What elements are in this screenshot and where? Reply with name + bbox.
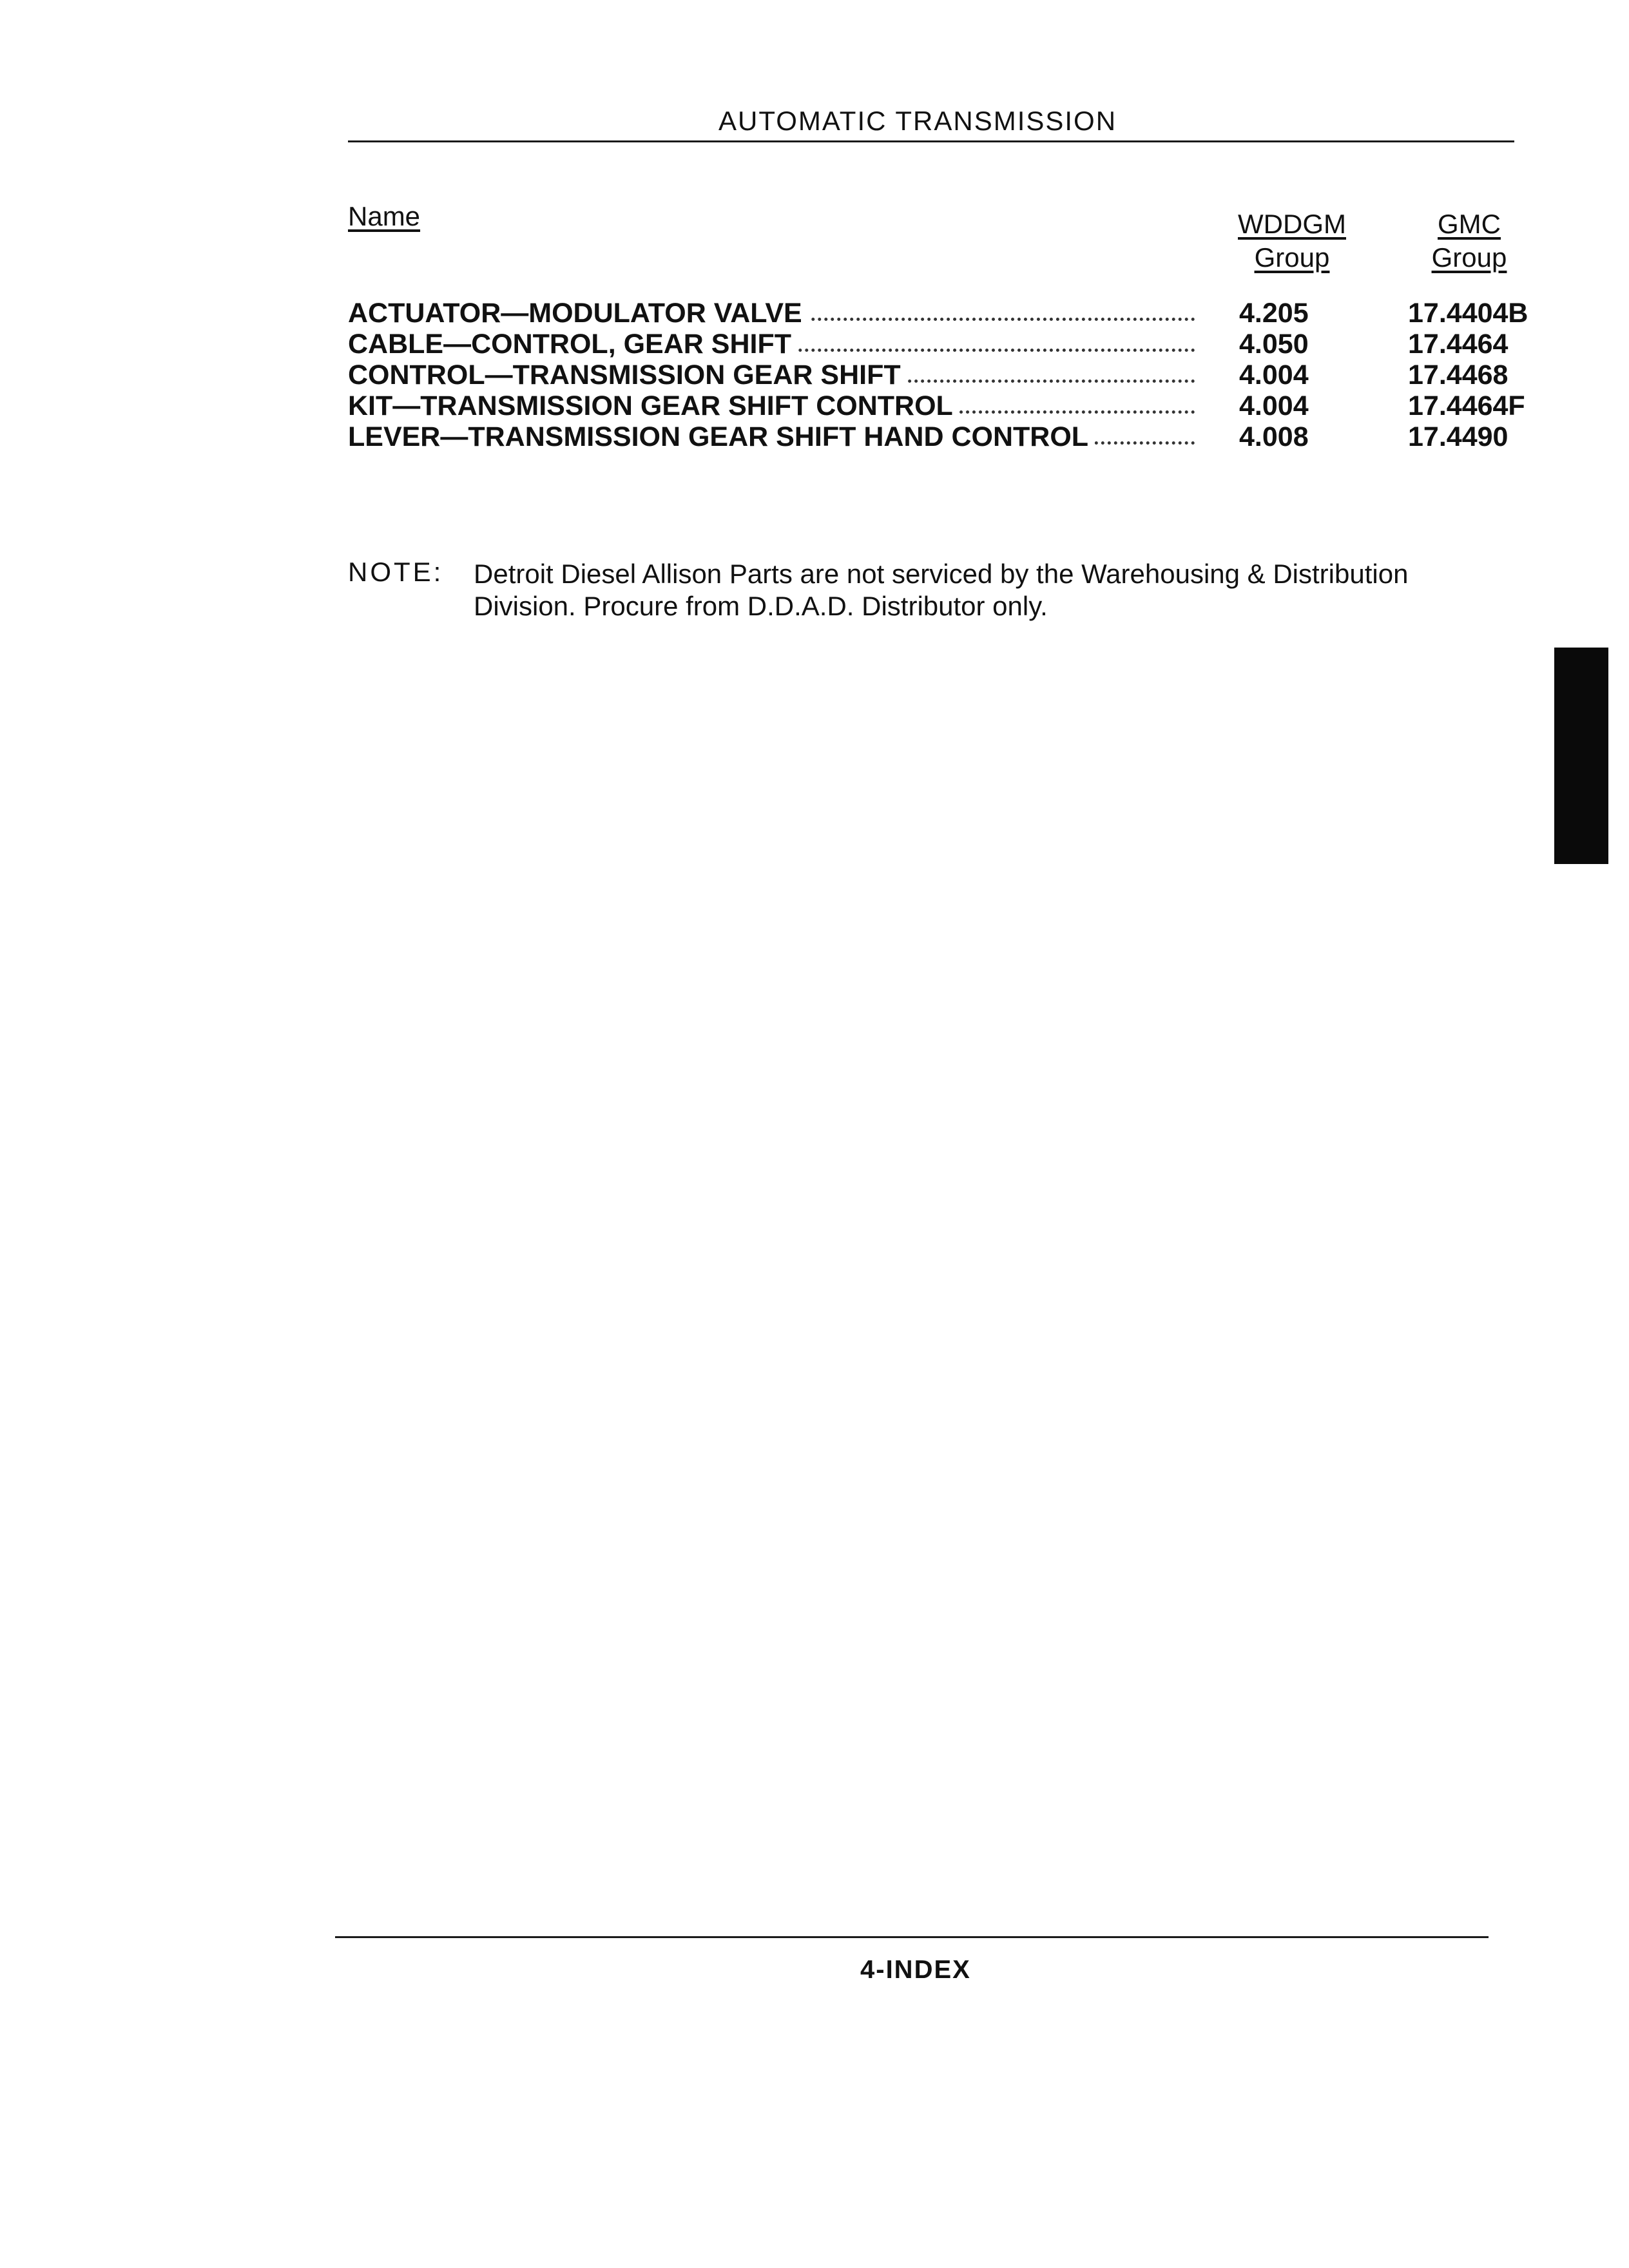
footer-rule bbox=[335, 1936, 1489, 1938]
table-row bbox=[348, 421, 1547, 452]
gmc-group-value: 17.4468 bbox=[1408, 360, 1509, 390]
part-name-cell bbox=[348, 390, 1195, 421]
column-header-wddgm-line1: WDDGM bbox=[1238, 209, 1346, 239]
note-text bbox=[474, 558, 1479, 622]
gmc-group-value: 17.4464 bbox=[1408, 329, 1509, 360]
part-name: KIT—TRANSMISSION GEAR SHIFT CONTROL bbox=[348, 390, 959, 421]
column-header-wddgm-group bbox=[1218, 207, 1366, 274]
wddgm-group-value: 4.004 bbox=[1239, 360, 1309, 390]
wddgm-group-value: 4.004 bbox=[1239, 390, 1309, 421]
column-header-name: Name bbox=[348, 201, 421, 231]
part-name-cell bbox=[348, 329, 1195, 360]
part-name: LEVER—TRANSMISSION GEAR SHIFT HAND CONTROL bbox=[348, 421, 1095, 452]
gmc-group-value: 17.4404B bbox=[1408, 298, 1528, 329]
table-row bbox=[348, 360, 1547, 390]
note-line-1: Detroit Diesel Allison Parts are not serviced by the Warehousing & Distribution bbox=[474, 559, 1409, 589]
wddgm-group-value: 4.050 bbox=[1239, 329, 1309, 360]
wddgm-group-value: 4.008 bbox=[1239, 421, 1309, 452]
page-number: 4-INDEX bbox=[860, 1956, 971, 1984]
table-row bbox=[348, 298, 1547, 329]
part-name: ACTUATOR—MODULATOR VALVE bbox=[348, 298, 809, 329]
note-line-2: Division. Procure from D.D.A.D. Distributor only. bbox=[474, 591, 1048, 621]
part-name: CABLE—CONTROL, GEAR SHIFT bbox=[348, 329, 798, 360]
column-header-gmc-line2: Group bbox=[1431, 242, 1507, 273]
page-title: AUTOMATIC TRANSMISSION bbox=[718, 106, 1117, 136]
section-thumb-tab bbox=[1554, 648, 1608, 864]
wddgm-group-value: 4.205 bbox=[1239, 298, 1309, 329]
gmc-group-value: 17.4464F bbox=[1408, 390, 1525, 421]
column-header-gmc-group bbox=[1405, 207, 1534, 274]
table-row bbox=[348, 329, 1547, 360]
gmc-group-value: 17.4490 bbox=[1408, 421, 1509, 452]
part-name: CONTROL—TRANSMISSION GEAR SHIFT bbox=[348, 360, 907, 390]
table-row bbox=[348, 390, 1547, 421]
parts-list bbox=[348, 298, 1547, 452]
column-header-wddgm-line2: Group bbox=[1254, 242, 1330, 273]
part-name-cell bbox=[348, 421, 1195, 452]
header-rule bbox=[348, 140, 1514, 142]
part-name-cell bbox=[348, 360, 1195, 390]
note-label: NOTE: bbox=[348, 557, 444, 587]
part-name-cell bbox=[348, 298, 1195, 329]
column-header-gmc-line1: GMC bbox=[1438, 209, 1501, 239]
